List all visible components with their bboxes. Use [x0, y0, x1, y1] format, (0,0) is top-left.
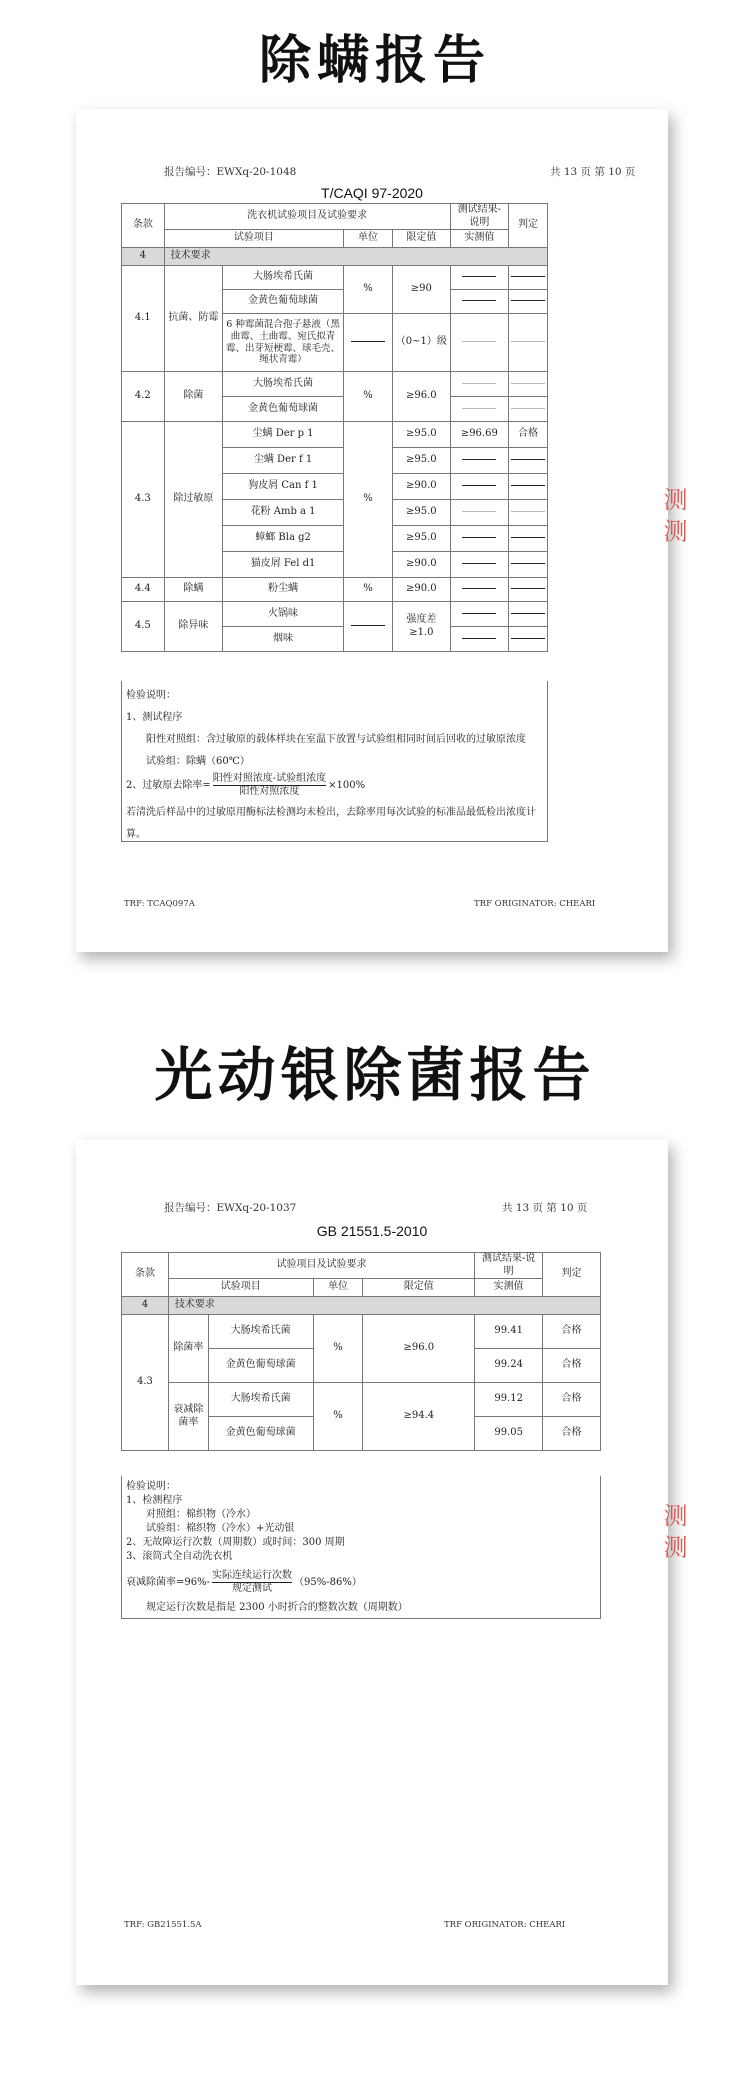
dash-mark [462, 485, 496, 486]
limit: ≥94.4 [363, 1383, 475, 1451]
item-name: 粉尘螨 [223, 578, 344, 602]
unit: % [313, 1315, 363, 1383]
red-stamp-mark: 测 测 [659, 1503, 687, 1559]
unit: % [344, 578, 393, 602]
notes-line: 规定运行次数是指是 2300 小时折合的整数次数（周期数） [146, 1602, 408, 1613]
footer-originator: TRF ORIGINATOR: CHEARI [474, 899, 596, 909]
formula-prefix: 2、过敏原去除率= [126, 780, 211, 791]
dash-mark [462, 341, 496, 342]
item-name: 6 种霉菌混合孢子悬液（黑曲霉、土曲霉、宛氏拟青霉、出芽短梗霉、球毛壳、绳状青霉） [223, 314, 344, 372]
measured-value: 99.41 [475, 1315, 543, 1349]
item-name: 大肠埃希氏菌 [208, 1383, 313, 1417]
fraction-numerator: 阳性对照浓度-试验组浓度 [212, 773, 327, 784]
item-name: 金黄色葡萄球菌 [223, 397, 344, 422]
formula-prefix: 衰减除菌率=96%- [126, 1577, 210, 1588]
limit: ≥95.0 [392, 448, 450, 474]
clause-4-2: 4.2 [122, 372, 165, 422]
item-name: 蟑螂 Bla g2 [223, 526, 344, 552]
header-result: 测试结果-说明 [475, 1253, 543, 1279]
item-name: 烟味 [223, 627, 344, 652]
page-info: 共 13 页 第 10 页 [502, 1202, 588, 1214]
unit: % [344, 266, 393, 314]
verdict: 合格 [543, 1349, 601, 1383]
measured-value: ≥96.69 [450, 422, 508, 448]
item-name: 尘螨 Der p 1 [223, 422, 344, 448]
notes-line: 若清洗后样品中的过敏原用酶标法检测均未检出，去除率用每次试验的标准品最低检出浓度计算。 [126, 807, 536, 840]
header-verdict: 判定 [508, 204, 547, 248]
item-name: 猫皮屑 Fel d1 [223, 552, 344, 578]
item-name: 狗皮屑 Can f 1 [223, 474, 344, 500]
dash-mark [511, 638, 545, 639]
limit-line-1: 强度差 [406, 614, 437, 625]
red-stamp-mark: 测 测 [659, 487, 687, 543]
limit: ≥95.0 [392, 422, 450, 448]
dash-mark [511, 563, 545, 564]
verdict: 合格 [543, 1315, 601, 1349]
item-name: 大肠埃希氏菌 [223, 266, 344, 290]
header-clause: 条款 [122, 204, 165, 248]
notes-line: 阳性对照组：含过敏原的载体样块在室温下放置与试验组相同时间后回收的过敏原浓度 [146, 734, 526, 745]
item-name: 大肠埃希氏菌 [223, 372, 344, 397]
item-group-name: 除菌 [164, 372, 222, 422]
limit: ≥90.0 [392, 578, 450, 602]
header-unit: 单位 [313, 1279, 363, 1297]
limit: （0~1）级 [392, 314, 450, 372]
verdict: 合格 [543, 1417, 601, 1451]
header-measured: 实测值 [475, 1279, 543, 1297]
formula-fraction [212, 1570, 292, 1595]
item-group-name: 抗菌、防霉 [164, 266, 222, 372]
item-name: 火锅味 [223, 602, 344, 627]
fraction-denominator: 规定测试 [231, 1583, 272, 1594]
header-measured: 实测值 [450, 230, 508, 248]
limit: ≥96.0 [363, 1315, 475, 1383]
item-group-name: 除过敏原 [164, 422, 222, 578]
dash-mark [462, 408, 496, 409]
dash-mark [511, 408, 545, 409]
standard-title: T/CAQI 97-2020 [321, 185, 423, 201]
fraction-numerator: 实际连续运行次数 [211, 1570, 292, 1581]
measured-value: 99.24 [475, 1349, 543, 1383]
unit: % [344, 372, 393, 422]
item-name: 花粉 Amb a 1 [223, 500, 344, 526]
verdict: 合格 [508, 422, 547, 448]
notes-line: 2、无故障运行次数（周期数）或时间：300 周期 [126, 1537, 345, 1548]
dash-mark [351, 341, 385, 342]
header-unit: 单位 [344, 230, 393, 248]
notes-line: 1、测试程序 [126, 712, 183, 723]
item-name: 金黄色葡萄球菌 [208, 1349, 313, 1383]
limit: ≥96.0 [392, 372, 450, 422]
header-item: 试验项目 [168, 1279, 313, 1297]
dash-mark [351, 625, 385, 626]
header-group: 试验项目及试验要求 [168, 1253, 474, 1279]
header-item: 试验项目 [164, 230, 343, 248]
dash-mark [462, 511, 496, 512]
footer-trf: TRF: GB21551.5A [124, 1920, 202, 1930]
notes-title: 检验说明： [126, 1481, 176, 1492]
dash-mark [511, 300, 545, 301]
dash-mark [511, 511, 545, 512]
dash-mark [511, 588, 545, 589]
page-info: 共 13 页 第 10 页 [550, 166, 636, 178]
footer-trf: TRF: TCAQ097A [124, 899, 195, 909]
dash-mark [462, 300, 496, 301]
test-result-table [121, 1252, 601, 1451]
report-number: 报告编号：EWXq-20-1037 [164, 1202, 297, 1214]
section-heading-silver-sterilization: 光动银除菌报告 [154, 1041, 596, 1109]
notes-line: 试验组：除螨（60℃） [146, 756, 250, 767]
dash-mark [511, 459, 545, 460]
formula-fraction [213, 773, 326, 798]
dash-mark [462, 276, 496, 277]
dash-mark [462, 638, 496, 639]
item-group-name: 除菌率 [168, 1315, 208, 1383]
limit-line-2: ≥1.0 [409, 626, 434, 638]
measured-value: 99.12 [475, 1383, 543, 1417]
test-notes [126, 685, 544, 846]
report-number: 报告编号：EWXq-20-1048 [164, 166, 297, 178]
notes-title: 检验说明： [126, 690, 176, 701]
clause-4-4: 4.4 [122, 578, 165, 602]
formula-line [126, 773, 544, 798]
report-page-mite-removal [76, 109, 668, 952]
formula-suffix: （95%-86%） [293, 1577, 362, 1588]
standard-title: GB 21551.5-2010 [316, 1223, 428, 1239]
limit: ≥90.0 [392, 474, 450, 500]
dash-mark [511, 537, 545, 538]
item-name: 金黄色葡萄球菌 [223, 290, 344, 314]
clause-4-5: 4.5 [122, 602, 165, 652]
report-page-silver-sterilization [76, 1140, 668, 1985]
formula-line [126, 1570, 596, 1595]
limit: ≥95.0 [392, 526, 450, 552]
footer-originator: TRF ORIGINATOR: CHEARI [444, 1920, 566, 1930]
dash-mark [462, 563, 496, 564]
notes-line: 3、滚筒式全自动洗衣机 [126, 1551, 233, 1562]
notes-line: 试验组：棉织物（冷水）+光动银 [146, 1523, 295, 1534]
item-group-name: 衰减除菌率 [168, 1383, 208, 1451]
dash-mark [511, 383, 545, 384]
technical-requirements: 技术要求 [168, 1297, 600, 1315]
item-name: 大肠埃希氏菌 [208, 1315, 313, 1349]
item-name: 尘螨 Der f 1 [223, 448, 344, 474]
dash-mark [511, 485, 545, 486]
dash-mark [462, 537, 496, 538]
section-heading-mite-removal: 除螨报告 [258, 31, 491, 91]
dash-mark [511, 341, 545, 342]
header-clause: 条款 [122, 1253, 169, 1297]
header-limit: 限定值 [363, 1279, 475, 1297]
dash-mark [462, 588, 496, 589]
header-verdict: 判定 [543, 1253, 601, 1297]
formula-suffix: ×100% [328, 780, 366, 791]
header-group: 洗衣机试验项目及试验要求 [164, 204, 450, 230]
clause-4-1: 4.1 [122, 266, 165, 372]
item-name: 金黄色葡萄球菌 [208, 1417, 313, 1451]
dash-mark [462, 383, 496, 384]
dash-mark [462, 613, 496, 614]
limit: ≥90.0 [392, 552, 450, 578]
dash-mark [511, 276, 545, 277]
limit: ≥95.0 [392, 500, 450, 526]
measured-value: 99.05 [475, 1417, 543, 1451]
dash-mark [511, 613, 545, 614]
notes-line: 1、检测程序 [126, 1495, 183, 1506]
fraction-denominator: 阳性对照浓度 [239, 786, 300, 797]
header-limit: 限定值 [392, 230, 450, 248]
item-group-name: 除异味 [164, 602, 222, 652]
limit: ≥90 [392, 266, 450, 314]
clause-4: 4 [122, 1297, 169, 1315]
unit: % [313, 1383, 363, 1451]
unit: % [344, 422, 393, 578]
item-group-name: 除螨 [164, 578, 222, 602]
test-result-table [121, 203, 548, 652]
test-notes [126, 1480, 596, 1615]
technical-requirements: 技术要求 [164, 248, 547, 266]
notes-line: 对照组：棉织物（冷水） [146, 1509, 256, 1520]
header-result: 测试结果-说明 [450, 204, 508, 230]
clause-4-3: 4.3 [122, 422, 165, 578]
clause-4-3: 4.3 [122, 1315, 169, 1451]
dash-mark [462, 459, 496, 460]
clause-4: 4 [122, 248, 165, 266]
verdict: 合格 [543, 1383, 601, 1417]
limit [392, 602, 450, 652]
